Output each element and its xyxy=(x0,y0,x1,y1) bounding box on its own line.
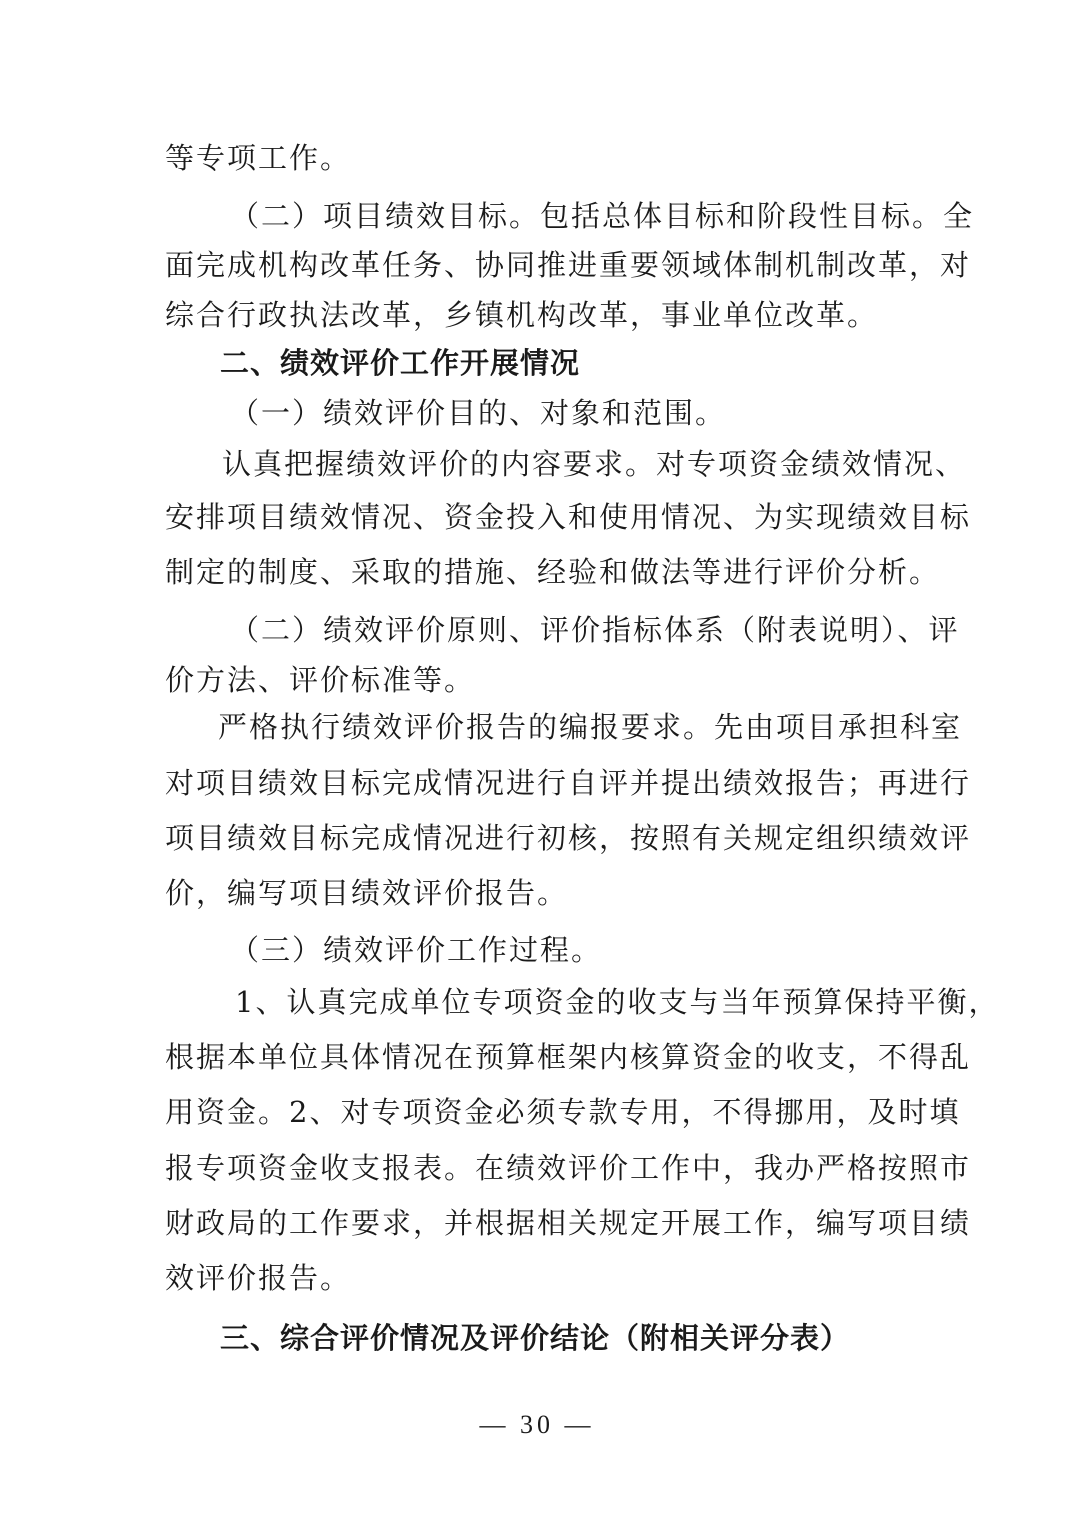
section-subheading-line: （一）绩效评价目的、对象和范围。 xyxy=(230,396,727,430)
body-text-line: 等专项工作。 xyxy=(165,141,352,175)
section-subheading-line: （三）绩效评价工作过程。 xyxy=(230,933,603,967)
body-text-line: 根据本单位具体情况在预算框架内核算资金的收支，不得乱 xyxy=(165,1040,972,1074)
section-subheading-line: （二）绩效评价原则、评价指标体系（附表说明）、评 xyxy=(230,613,960,647)
body-text-line: 对项目绩效目标完成情况进行自评并提出绩效报告；再进行 xyxy=(165,766,972,800)
body-text-line: 价方法、评价标准等。 xyxy=(165,663,476,697)
body-text-line: 严格执行绩效评价报告的编报要求。先由项目承担科室 xyxy=(218,710,963,744)
body-text-line: 报专项资金收支报表。在绩效评价工作中，我办严格按照市 xyxy=(165,1151,972,1185)
body-text-line: 效评价报告。 xyxy=(165,1261,352,1295)
body-text-line: 财政局的工作要求，并根据相关规定开展工作，编写项目绩 xyxy=(165,1206,972,1240)
body-text-line: 价，编写项目绩效评价报告。 xyxy=(165,876,569,910)
body-text-line: 综合行政执法改革，乡镇机构改革，事业单位改革。 xyxy=(165,298,879,332)
body-text-line: 安排项目绩效情况、资金投入和使用情况、为实现绩效目标 xyxy=(165,500,972,534)
body-text-line: 面完成机构改革任务、协同推进重要领域体制机制改革，对 xyxy=(165,248,972,282)
body-text-line: 制定的制度、采取的措施、经验和做法等进行评价分析。 xyxy=(165,555,941,589)
section-heading: 三、综合评价情况及评价结论（附相关评分表） xyxy=(220,1321,851,1355)
body-text-line: 用资金。2、对专项资金必须专款专用，不得挪用，及时填 xyxy=(165,1095,961,1129)
body-text-line: 认真把握绩效评价的内容要求。对专项资金绩效情况、 xyxy=(222,447,967,481)
body-text-line: 项目绩效目标完成情况进行初核，按照有关规定组织绩效评 xyxy=(165,821,972,855)
body-text-line: 1、认真完成单位专项资金的收支与当年预算保持平衡， xyxy=(235,985,1000,1019)
page-number: — 30 — xyxy=(479,1410,595,1439)
section-subheading-line: （二）项目绩效目标。包括总体目标和阶段性目标。全 xyxy=(230,199,975,233)
section-heading: 二、绩效评价工作开展情况 xyxy=(220,346,581,380)
